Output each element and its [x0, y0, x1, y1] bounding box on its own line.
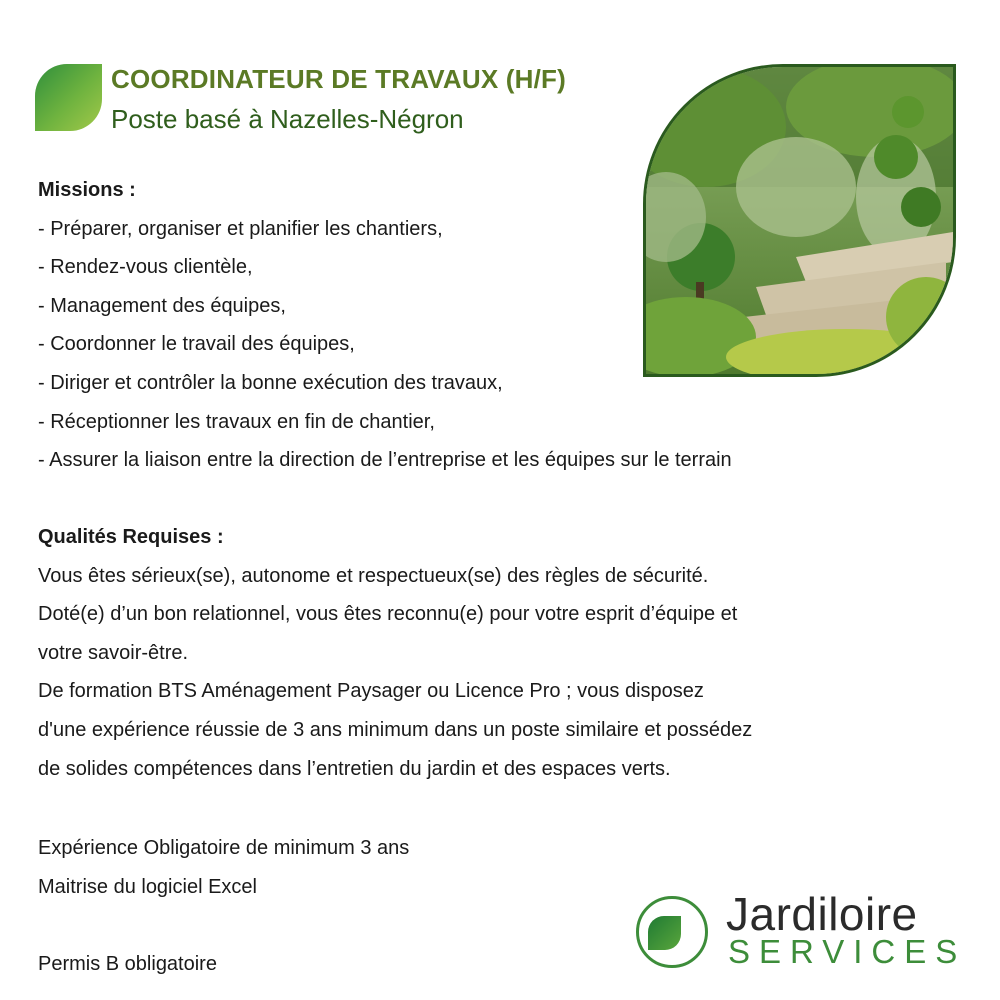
qualites-line: Vous êtes sérieux(se), autonome et respectueux(se) des règles de sécurité.	[38, 564, 709, 587]
mission-item: - Préparer, organiser et planifier les chantiers,	[38, 217, 443, 240]
missions-section	[38, 171, 732, 480]
logo-leaf-icon	[648, 916, 681, 950]
mission-item: - Réceptionner les travaux en fin de chantier,	[38, 410, 435, 433]
mission-item: - Coordonner le travail des équipes,	[38, 333, 355, 356]
mission-item: - Management des équipes,	[38, 294, 286, 317]
logo-tagline: SERVICES	[728, 933, 967, 970]
qualites-line: Doté(e) d’un bon relationnel, vous êtes reconnu(e) pour votre esprit d’équipe et	[38, 603, 738, 626]
mission-item: - Diriger et contrôler la bonne exécution des travaux,	[38, 371, 503, 394]
logo-name: Jardiloire	[726, 888, 918, 940]
qualites-section	[38, 518, 752, 788]
qualites-line: d'une expérience réussie de 3 ans minimum dans un poste similaire et possédez	[38, 718, 753, 741]
leaf-icon	[35, 64, 102, 131]
requirements-section	[38, 829, 409, 906]
job-title: COORDINATEUR DE TRAVAUX (H/F)	[111, 64, 566, 94]
missions-heading: Missions :	[38, 179, 136, 201]
qualites-line: de solides compétences dans l’entretien du jardin et des espaces verts.	[38, 757, 671, 780]
mission-item: - Rendez-vous clientèle,	[38, 256, 253, 279]
qualites-line: De formation BTS Aménagement Paysager ou Licence Pro ; vous disposez	[38, 680, 704, 703]
experience-requirement: Expérience Obligatoire de minimum 3 ans	[38, 837, 410, 859]
jardiloire-logo	[636, 888, 967, 973]
mission-item: - Assurer la liaison entre la direction de l’entreprise et les équipes sur le terrain	[38, 449, 732, 472]
excel-requirement: Maitrise du logiciel Excel	[38, 875, 257, 898]
job-location: Poste basé à Nazelles-Négron	[111, 104, 464, 134]
qualites-heading: Qualités Requises :	[38, 526, 224, 548]
qualites-line: votre savoir-être.	[38, 641, 189, 664]
permis-requirement: Permis B obligatoire	[38, 953, 217, 975]
